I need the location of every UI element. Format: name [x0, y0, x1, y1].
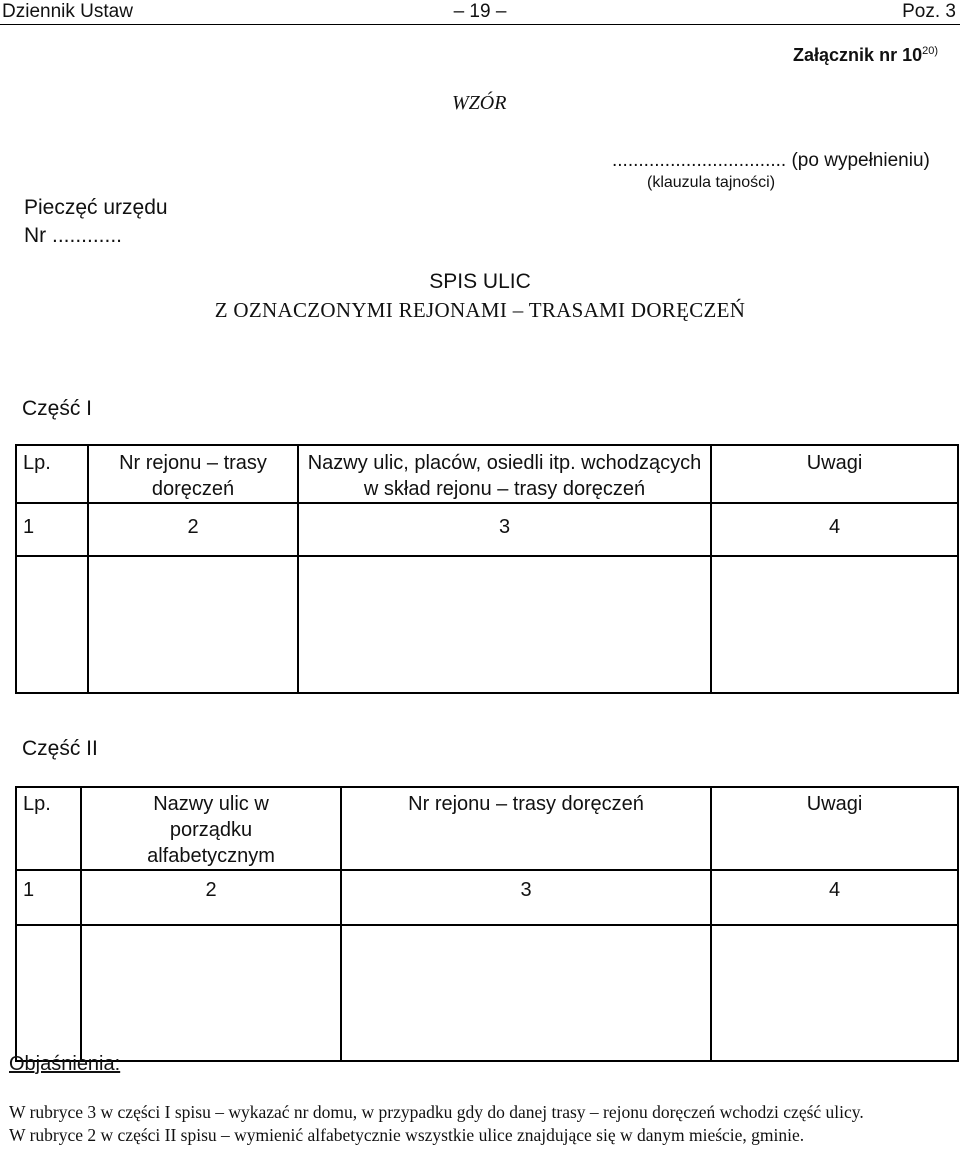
- part1-number-row: [16, 503, 958, 556]
- part2-entry-route[interactable]: [341, 925, 711, 1061]
- part1-col-notes: Uwagi: [711, 445, 958, 503]
- part1-num-4: 4: [711, 503, 958, 556]
- header-rule: [0, 24, 960, 25]
- explanation-item: W rubryce 2 w części II spisu – wymienić alfabetycznie wszystkie ulice znajdujące się w danym mieście, gminie.: [9, 1125, 805, 1145]
- part1-col-streets: Nazwy ulic, placów, osiedli itp. wchodzących w skład rejonu – trasy doręczeń: [298, 445, 711, 503]
- part1-entry-streets[interactable]: [298, 556, 711, 693]
- part1-entry-route[interactable]: [88, 556, 298, 693]
- part2-col-route: Nr rejonu – trasy doręczeń: [341, 787, 711, 870]
- part1-num-1: 1: [16, 503, 88, 556]
- part2-number-row: [16, 870, 958, 925]
- position-number: Poz. 3: [902, 1, 956, 22]
- part2-heading: Część II: [22, 737, 98, 760]
- page-number: – 19 –: [453, 1, 507, 22]
- part2-entry-notes[interactable]: [711, 925, 958, 1061]
- part1-num-3: 3: [298, 503, 711, 556]
- part1-num-2: 2: [88, 503, 298, 556]
- part1-entry-notes[interactable]: [711, 556, 958, 693]
- part1-entry-lp[interactable]: [16, 556, 88, 693]
- explanation-item: W rubryce 3 w części I spisu – wykazać nr domu, w przypadku gdy do danej trasy – rejonu doręczeń wchodzi część ulicy.: [9, 1102, 864, 1122]
- annex-footnote: 20): [922, 45, 938, 57]
- explanations-heading: Objaśnienia:: [9, 1053, 121, 1075]
- office-stamp-label: Pieczęć urzędu: [24, 196, 168, 219]
- document-title: SPIS ULIC: [429, 270, 531, 293]
- part2-header-row: [16, 787, 958, 870]
- part1-table: [15, 444, 959, 694]
- template-label: WZÓR: [452, 92, 507, 114]
- part1-col-lp: Lp.: [16, 445, 88, 503]
- office-number-line: Nr ............: [24, 224, 123, 247]
- part2-num-3: 3: [341, 870, 711, 925]
- classification-label: (klauzula tajności): [647, 174, 776, 191]
- part2-col-lp: Lp.: [16, 787, 81, 870]
- part1-entry-row: [16, 556, 958, 693]
- part1-heading: Część I: [22, 397, 93, 420]
- part2-table: [15, 786, 959, 1062]
- part2-num-4: 4: [711, 870, 958, 925]
- part2-col-streets: Nazwy ulic w porządku alfabetycznym: [81, 787, 341, 870]
- explanations-list: [9, 1101, 951, 1147]
- part2-entry-streets[interactable]: [81, 925, 341, 1061]
- part2-entry-row: [16, 925, 958, 1061]
- document-subtitle: Z OZNACZONYMI REJONAMI – TRASAMI DORĘCZEŃ: [214, 298, 746, 322]
- part2-col-notes: Uwagi: [711, 787, 958, 870]
- part2-entry-lp[interactable]: [16, 925, 81, 1061]
- journal-name: Dziennik Ustaw: [2, 1, 133, 22]
- part1-col-route: Nr rejonu – trasy doręczeń: [88, 445, 298, 503]
- classification-line: ................................. (po wypełnieniu): [612, 150, 930, 171]
- part2-num-2: 2: [81, 870, 341, 925]
- annex-label: [793, 45, 938, 66]
- part2-num-1: 1: [16, 870, 81, 925]
- part1-header-row: [16, 445, 958, 503]
- annex-text: Załącznik nr 10: [793, 45, 923, 65]
